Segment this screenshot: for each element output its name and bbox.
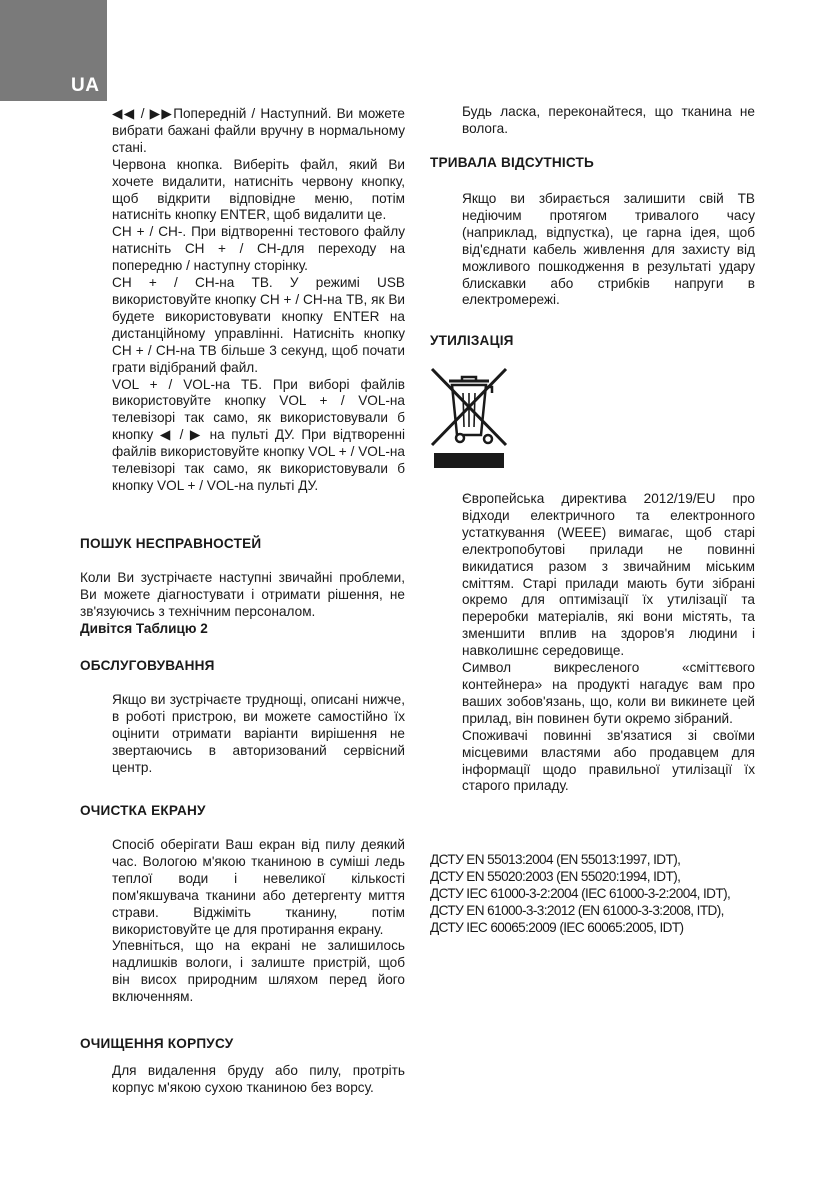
absence-body: [430, 191, 755, 309]
case-cleaning-body: [80, 1063, 405, 1097]
disposal-heading: УТИЛІЗАЦІЯ: [430, 333, 514, 348]
case-cleaning-heading: ОЧИЩЕННЯ КОРПУСУ: [80, 1036, 234, 1051]
vol-paragraph: VOL + / VOL-на ТБ. При виборі файлів використовуйте кнопку VOL + / VOL-на телевізорі так само, як використовували б кнопку ◀ / ▶ на пульті ДУ. При відтворенні файлів використовуйте кнопку VOL + / VOL-на телевізорі так само, як використовували б кнопку VOL + / VOL-на пульті ДУ.: [112, 376, 405, 493]
language-label: UA: [71, 75, 100, 96]
disposal-text-3: Споживачі повинні зв'язатися зі своїми місцевими властями або продавцем для інформації щодо правильної утилізації їх старого приладу.: [462, 727, 755, 794]
screen-cleaning-text-1: Спосіб оберігати Ваш екран від пилу деякий час. Вологою м'якою тканиною в суміші ледь теплої води і невеликої кількості пом'якшувача тканини або детергенту миття страви. Віджіміть тканину, потім використовуйте це для протирання екрану.: [112, 837, 405, 937]
service-body: [80, 692, 405, 777]
screen-cleaning-text-2: Упевніться, що на екрані не залишилось надлишків вологи, і залиште пристрій, щоб він висох природним шляхом перед його включенням.: [112, 938, 405, 1005]
left-right-arrow-icon: ◀ / ▶: [159, 427, 204, 443]
troubleshooting-heading: ПОШУК НЕСПРАВНОСТЕЙ: [80, 536, 262, 551]
standard-item: ДСТУ IEC 60065:2009 (IEC 60065:2005, IDT): [430, 920, 684, 935]
absence-heading: ТРИВАЛА ВІДСУТНІСТЬ: [430, 155, 595, 170]
standard-item: ДСТУ EN 55013:2004 (EN 55013:1997, IDT),: [430, 852, 681, 867]
controls-description: [80, 106, 405, 495]
troubleshooting-text: Коли Ви зустрічаєте наступні звичайні проблеми, Ви можете діагностувати і отримати рішення, не зв'язуючись з технічним персоналом.: [80, 570, 405, 619]
standards-list: [430, 851, 770, 936]
troubleshooting-body: [80, 570, 405, 638]
disposal-body: [430, 491, 755, 795]
standard-item: ДСТУ EN 61000-3-3:2012 (EN 61000-3-3:2008, ITD),: [430, 903, 724, 918]
disposal-text-2: Символ викресленого «сміттєвого контейнера» на продукті нагадує вам про ваших зобов'язань, що, коли ви викинете цей прилад, він повинен бути окремо зібраний.: [462, 660, 755, 726]
standard-item: ДСТУ EN 55020:2003 (EN 55020:1994, IDT),: [430, 869, 681, 884]
weee-bin-icon: [429, 365, 509, 470]
screen-cleaning-heading: ОЧИСТКА ЕКРАНУ: [80, 803, 206, 818]
disposal-text-1: Європейська директива 2012/19/EU про відходи електричного та електронного устаткування (WEEE) вимагає, щоб старі електропобутові прилади не повинні викидатися разом з звичайним міським сміттям. Старі прилади мають бути зібрані окремо для оптимізації їх утилізації та переробки матеріалів, які вони містять, та зменшити вплив на здоров'я людини і навколишнє середовище.: [462, 491, 755, 659]
ch-tv-paragraph: CH + / CH-на ТВ. У режимі USB використовуйте кнопку CH + / CH-на ТВ, як Ви будете використовувати кнопку ENTER на дистанційному управлінні. Натисніть кнопку CH + / CH-на ТВ більше 3 секунд, щоб почати грати відібраний файл.: [112, 275, 405, 375]
language-tab: [0, 0, 107, 101]
red-button-paragraph: Червона кнопка. Виберіть файл, який Ви хочете видалити, натисніть червону кнопку, щоб відкрити відповідне меню, потім натисніть кнопку ENTER, щоб видалити це.: [112, 156, 405, 223]
service-text: Якщо ви зустрічаєте труднощі, описані нижче, в роботі пристрою, ви можете самостійно їх оцінити отримати варіанти вирішення не звертаючись в авторизований сервісний центр.: [112, 692, 405, 775]
standard-item: ДСТУ IEC 61000-3-2:2004 (IEC 61000-3-2:2004, IDT),: [430, 886, 731, 901]
cloth-note: [430, 104, 755, 138]
cloth-note-text: Будь ласка, переконайтеся, що тканина не волога.: [462, 104, 755, 136]
case-cleaning-text: Для видалення бруду або пилу, протріть корпус м'якою сухою тканиною без ворсу.: [112, 1063, 405, 1095]
absence-text: Якщо ви збирається залишити свій ТВ недіючим протягом тривалого часу (наприклад, відпустка), це гарна ідея, щоб від'єднати кабель живлення для захисту від можливого пошкодження в результаті удару блискавки або стрибків напруги в електромережі.: [462, 191, 755, 308]
screen-cleaning-body: [80, 837, 405, 1006]
ch-test-paragraph: CH + / CH-. При відтворенні тестового файлу натисніть CH + / CH-для переходу на попередню / наступну сторінку.: [112, 224, 405, 274]
service-heading: ОБСЛУГОВУВАННЯ: [80, 658, 215, 673]
prev-next-icon: ◀◀ / ▶▶: [112, 106, 174, 121]
prev-next-paragraph: ◀◀ / ▶▶Попередній / Наступний. Ви можете вибрати бажані файли вручну в нормальному стані.: [112, 106, 405, 155]
see-table-link: Дивітся Таблицю 2: [80, 620, 208, 636]
